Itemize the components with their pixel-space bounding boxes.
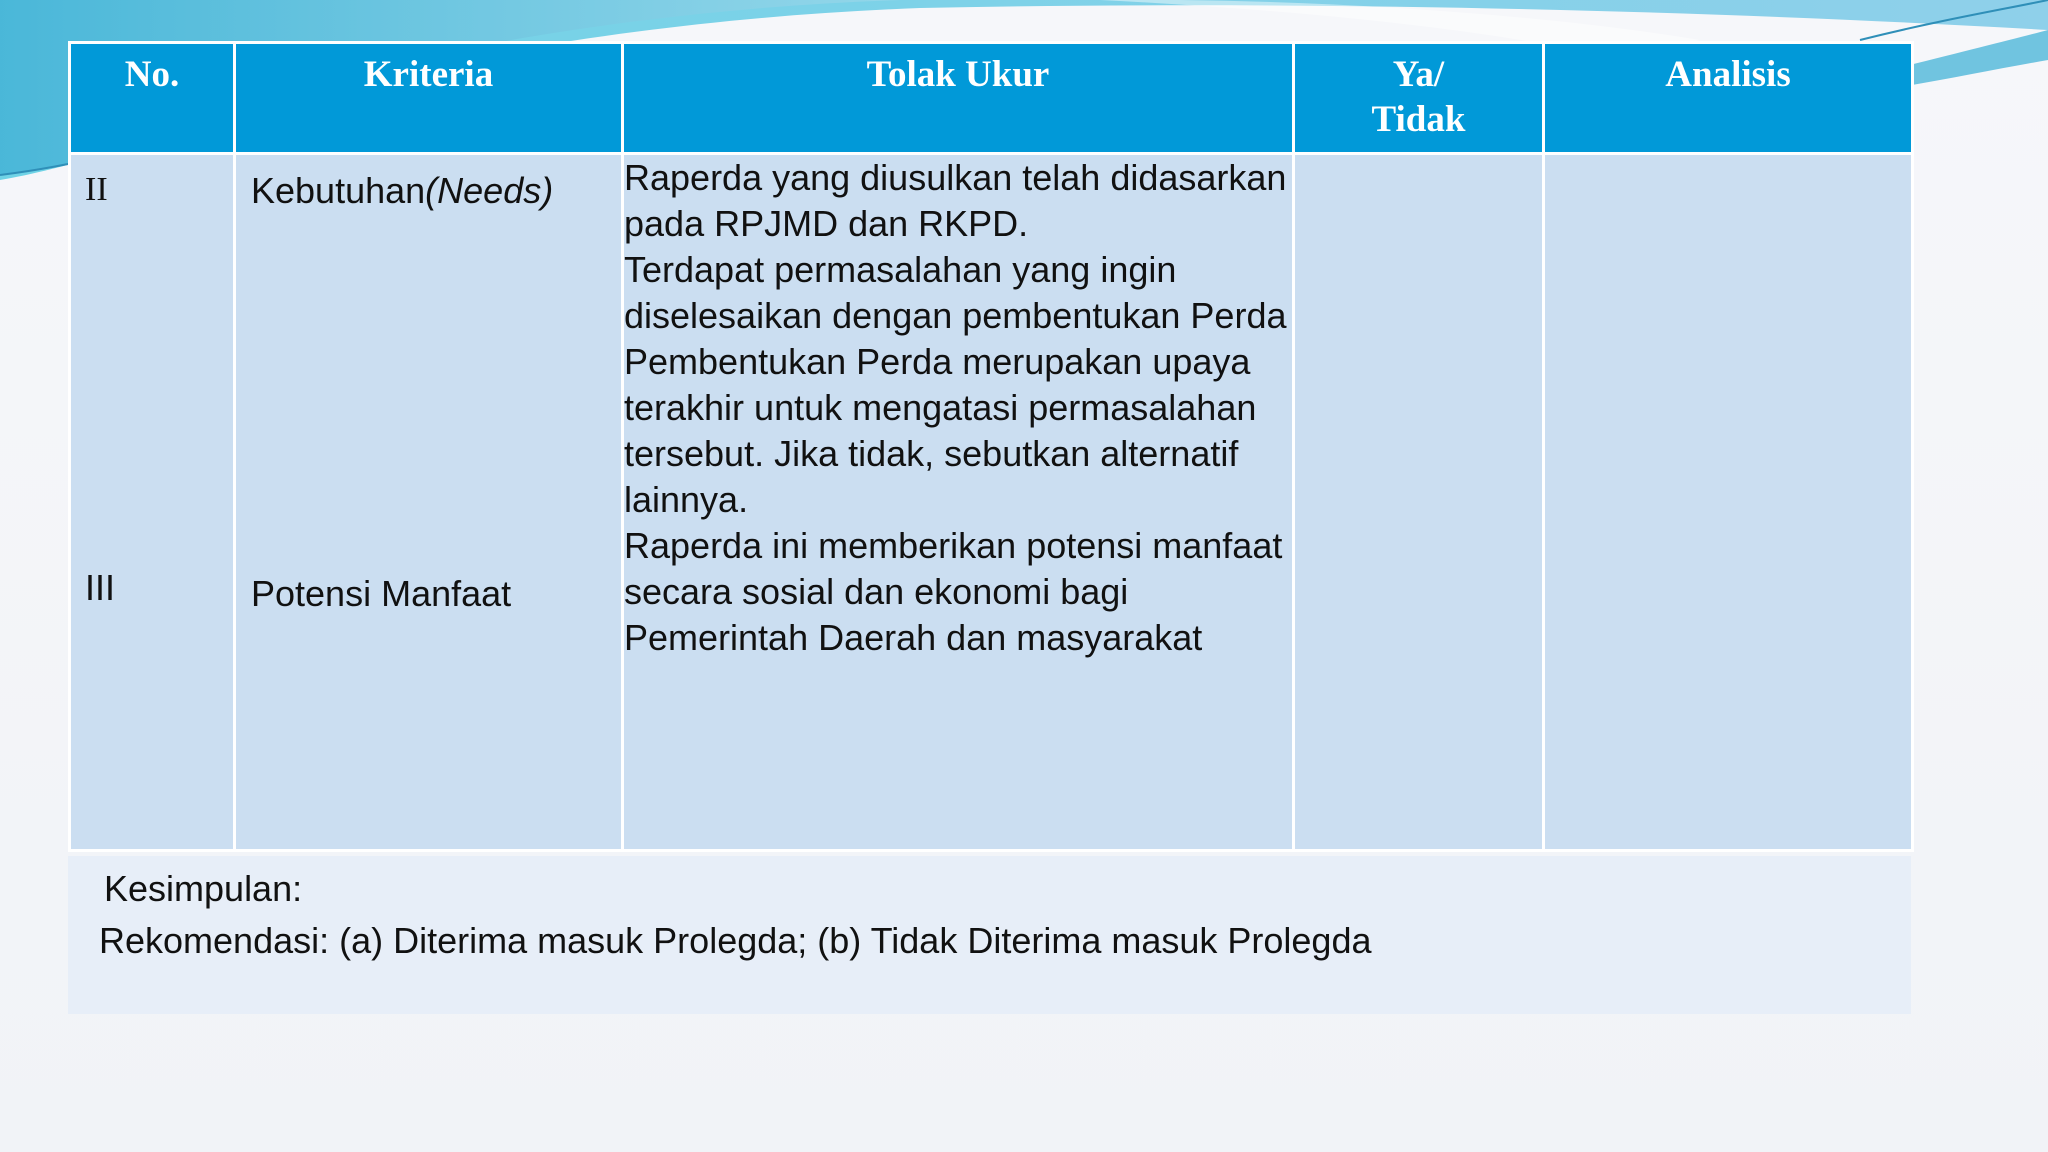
header-analisis: Analisis bbox=[1544, 43, 1913, 154]
header-tolak-ukur: Tolak Ukur bbox=[623, 43, 1294, 154]
header-kriteria: Kriteria bbox=[235, 43, 623, 154]
table-row bbox=[70, 154, 1913, 851]
measure-4: Raperda ini memberikan potensi manfaat secara sosial dan ekonomi bagi Pemerintah Daerah dan masyarakat bbox=[624, 525, 1283, 658]
recommendation-text: Rekomendasi: (a) Diterima masuk Prolegda; (b) Tidak Diterima masuk Prolegda bbox=[99, 920, 1372, 961]
cell-kriteria bbox=[235, 154, 623, 851]
cell-ya-tidak bbox=[1294, 154, 1544, 851]
measure-1: Raperda yang diusulkan telah didasarkan pada RPJMD dan RKPD. bbox=[624, 157, 1287, 244]
measure-2: Terdapat permasalahan yang ingin diselesaikan dengan pembentukan Perda bbox=[624, 249, 1287, 336]
header-ya-tidak-line1: Ya/ bbox=[1392, 54, 1445, 95]
measure-3: Pembentukan Perda merupakan upaya terakhir untuk mengatasi permasalahan tersebut. Jika tidak, sebutkan alternatif lainnya. bbox=[624, 341, 1257, 520]
criteria-table bbox=[68, 41, 1914, 852]
criterion-needs bbox=[251, 169, 553, 213]
cell-no bbox=[70, 154, 235, 851]
number-iii: III bbox=[85, 567, 116, 608]
criterion-needs-italic: (Needs) bbox=[425, 170, 554, 211]
summary-box bbox=[68, 856, 1911, 1014]
criterion-benefit: Potensi Manfaat bbox=[251, 573, 512, 614]
criterion-needs-label: Kebutuhan bbox=[251, 170, 426, 211]
header-ya-tidak bbox=[1294, 43, 1544, 154]
cell-tolak-ukur bbox=[623, 154, 1294, 851]
number-ii: II bbox=[85, 171, 108, 208]
table-header-row bbox=[70, 43, 1913, 154]
cell-analisis bbox=[1544, 154, 1913, 851]
conclusion-label: Kesimpulan: bbox=[104, 868, 303, 909]
header-ya-tidak-line2: Tidak bbox=[1371, 99, 1466, 140]
header-no: No. bbox=[70, 43, 235, 154]
